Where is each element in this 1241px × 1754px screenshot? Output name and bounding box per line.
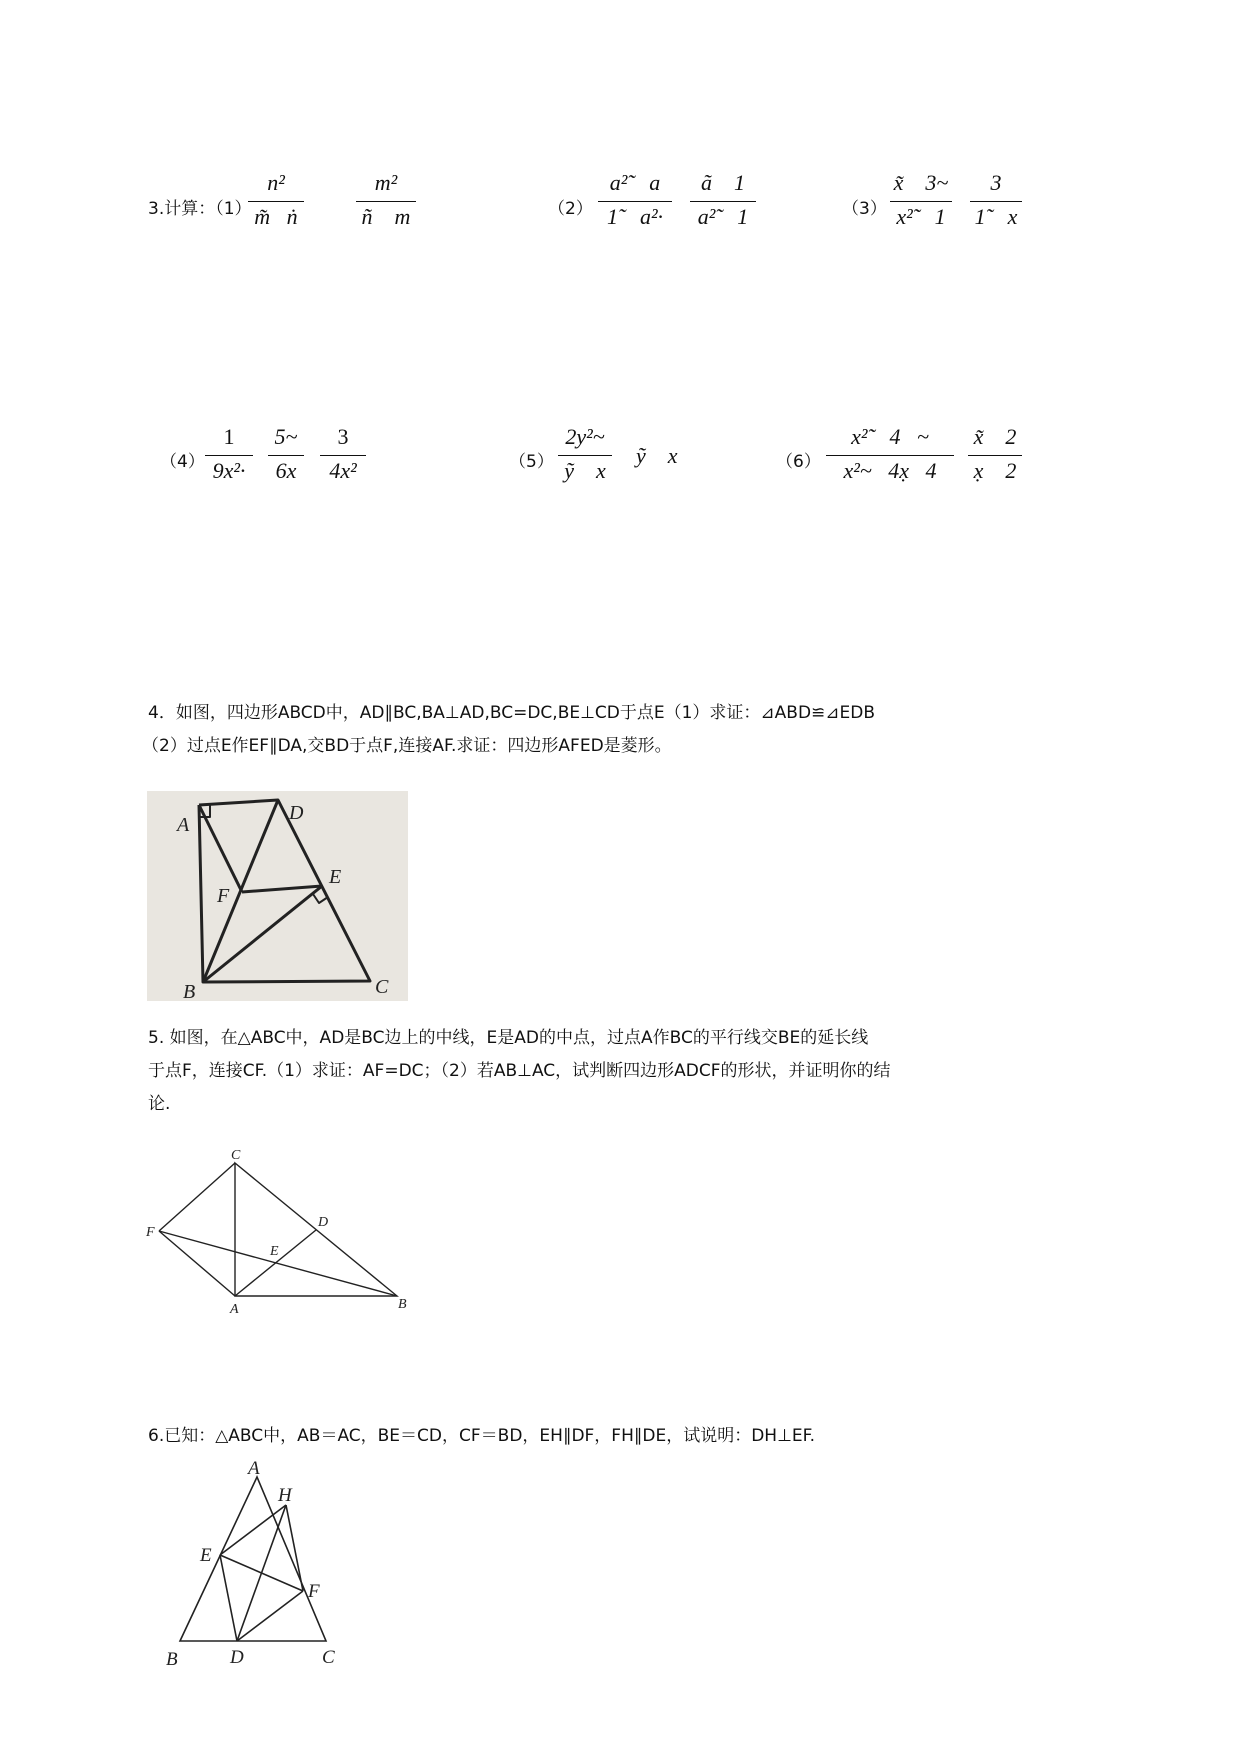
denominator: 1̃ a²· (606, 204, 664, 229)
label-a: A (230, 1302, 239, 1317)
denominator: x²~ 4x̣ 4 (843, 458, 937, 483)
q3-5-tail: ỹ x (636, 443, 678, 468)
numerator: 5~ (274, 424, 298, 449)
numerator: x̃ 3~ (893, 170, 949, 195)
label-b: B (398, 1297, 407, 1312)
segment-fe (242, 886, 322, 892)
q3-4-label: （4） (160, 452, 205, 472)
label-f: F (217, 885, 230, 907)
numerator: m² (374, 170, 398, 195)
segment-hf (286, 1505, 303, 1591)
numerator: 3 (337, 424, 349, 449)
denominator: 9x²· (212, 458, 246, 483)
numerator: 1 (223, 424, 235, 449)
segment-fb (159, 1231, 397, 1296)
label-d: D (289, 802, 304, 824)
fraction-bar (558, 455, 612, 456)
denominator: a²̃ 1 (697, 204, 749, 229)
label-d: D (318, 1215, 329, 1230)
numerator: 2y²~ (565, 424, 605, 449)
label-b: B (183, 981, 196, 1001)
fraction-bar (970, 201, 1022, 202)
denominator: 6x (275, 458, 297, 483)
denominator: x²̃ 1 (896, 204, 946, 229)
segment-ed (220, 1555, 237, 1641)
denominator: 1̃ x (974, 204, 1018, 229)
numerator: 3 (990, 170, 1002, 195)
denominator: x̣ 2 (973, 458, 1017, 483)
denominator: m̃ ṅ (254, 204, 298, 229)
q3-3-label: （3） (842, 199, 887, 219)
label-e: E (270, 1244, 279, 1259)
fraction-bar (268, 455, 304, 456)
segment-eh (220, 1505, 286, 1555)
denominator: ñ m (361, 204, 411, 229)
denominator: 4x² (329, 458, 357, 483)
segment-fc (159, 1163, 235, 1231)
segment-df (237, 1591, 303, 1641)
q4-line-1: 4．如图，四边形ABCD中，AD∥BC,BA⊥AD,BC=DC,BE⊥CD于点E（1）求证：⊿ABD≌⊿EDB (148, 703, 876, 723)
fraction-bar (356, 201, 416, 202)
q5-figure-triangle-abc (140, 1145, 420, 1320)
fraction-bar (320, 455, 366, 456)
numerator: n² (267, 170, 285, 195)
label-a: A (248, 1460, 260, 1479)
label-f: F (308, 1581, 320, 1602)
q5-line-2: 于点F，连接CF.（1）求证：AF=DC；（2）若AB⊥AC，试判断四边形ADCF的形状，并证明你的结 (148, 1061, 891, 1081)
q3-heading: 3.计算：（1） (148, 199, 252, 219)
label-e: E (200, 1545, 212, 1566)
label-c: C (375, 976, 389, 998)
q6-figure-triangle-abc (150, 1460, 350, 1670)
fraction-bar (826, 455, 954, 456)
label-a: A (177, 814, 190, 836)
q4-figure-quadrilateral-abcd (147, 791, 408, 1001)
q5-line-3: 论. (148, 1094, 171, 1114)
fraction-bar (890, 201, 952, 202)
q3-2-label: （2） (548, 199, 593, 219)
label-c: C (231, 1148, 241, 1163)
numerator: x²̃ 4 ~ (851, 424, 929, 449)
label-h: H (278, 1485, 292, 1506)
label-d: D (230, 1647, 244, 1668)
fraction-bar (598, 201, 672, 202)
q3-6-label: （6） (776, 452, 821, 472)
segment-af (199, 805, 242, 892)
label-b: B (166, 1649, 178, 1670)
fraction-bar (968, 455, 1022, 456)
segment-dh (237, 1505, 286, 1641)
label-f: F (146, 1225, 155, 1240)
fraction-bar (248, 201, 304, 202)
q5-line-1: 5. 如图，在△ABC中，AD是BC边上的中线，E是AD的中点，过点A作BC的平行线交BE的延长线 (148, 1028, 869, 1048)
q3-5-label: （5） (509, 452, 554, 472)
label-e: E (329, 866, 342, 888)
fraction-bar (690, 201, 756, 202)
fraction-bar (205, 455, 253, 456)
q4-line-2: （2）过点E作EF∥DA,交BD于点F,连接AF.求证：四边形AFED是菱形。 (142, 736, 672, 756)
numerator: ã 1 (701, 170, 745, 195)
numerator: a²̃ a (609, 170, 661, 195)
denominator: ỹ x (564, 458, 606, 483)
q6-line-1: 6.已知：△ABC中，AB＝AC，BE＝CD，CF＝BD，EH∥DF，FH∥DE，试说明：DH⊥EF. (148, 1426, 816, 1446)
label-c: C (322, 1647, 335, 1668)
numerator: x̃ 2 (973, 424, 1017, 449)
